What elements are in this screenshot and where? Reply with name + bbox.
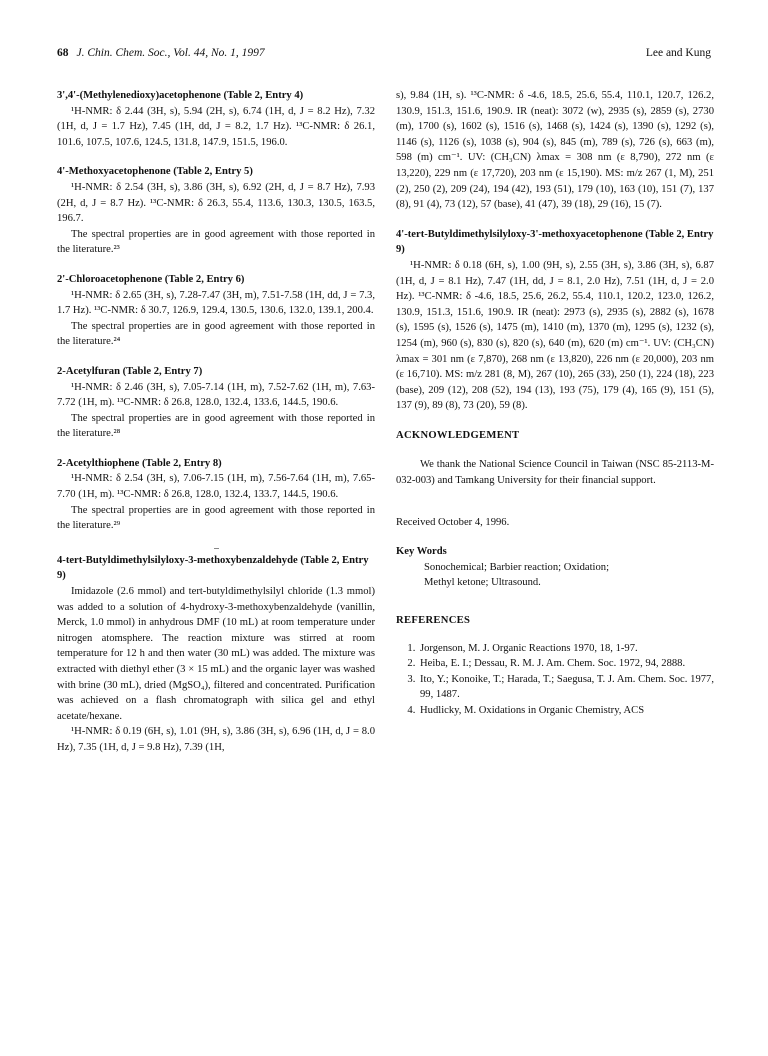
acknowledgement-text: We thank the National Science Council in Taiwan (NSC 85-2113-M-032-003) and Tamkang University for their financial support. (396, 459, 714, 487)
journal-citation: J. Chin. Chem. Soc., Vol. 44, No. 1, 1997 (76, 47, 265, 59)
section-paragraph: The spectral properties are in good agreement with those reported in the literature.²⁹ (57, 504, 375, 532)
keywords-line: Sonochemical; Barbier reaction; Oxidation; (424, 561, 610, 573)
reference-item: 3. Ito, Y.; Konoike, T.; Harada, T.; Saegusa, T. J. Am. Chem. Soc. 1977, 99, 1487. (418, 672, 714, 703)
section-paragraph: ¹H-NMR: δ 2.44 (3H, s), 5.94 (2H, s), 6.74 (1H, d, J = 8.2 Hz), 7.32 (1H, d, J = 1.7 Hz), 7.45 (1H, dd, J = 8.2, 1.7 Hz). ¹³C-NMR: δ 26.1, 101.6, 107.5, 107.6, 124.5, 131.8, 147.9, 151.5, 196.0. (57, 105, 375, 148)
acknowledgement-heading: ACKNOWLEDGEMENT (396, 429, 520, 441)
section-paragraph: The spectral properties are in good agreement with those reported in the literature.²⁸ (57, 412, 375, 440)
section-paragraph: The spectral properties are in good agreement with those reported in the literature.²³ (57, 228, 375, 256)
right-column (396, 88, 714, 719)
reference-item: 4. Hudlicky, M. Oxidations in Organic Chemistry, ACS (418, 703, 714, 719)
section-paragraph: The spectral properties are in good agreement with those reported in the literature.²⁴ (57, 320, 375, 348)
keywords-section (396, 544, 714, 591)
entry-8-section (57, 456, 375, 534)
entry-9-section (57, 553, 375, 756)
continuation-paragraph: s), 9.84 (1H, s). ¹³C-NMR: δ -4.6, 18.5, 25.6, 55.4, 110.1, 120.7, 126.2, 130.9, 151.3, 151.6, 190.9. IR (neat): 3072 (w), 2935 (s), 2859 (s), 2730 (m), 1700 (s), 1602 (s), 1516 (s), 1468 (s), 1424 (s), 1390 (s), 1292 (s), 1146 (s), 1126 (s), 1038 (s), 904 (s), 845 (m), 789 (s), 726 (s), 663 (m), 598 (m) cm⁻¹. UV: (CH₃CN) λmax = 308 nm (ε 8,790), 272 nm (ε 13,220), 229 nm (ε 17,720), 203 nm (ε 15,190). MS: m/z 267 (1, M), 251 (2), 250 (2), 209 (24), 194 (42), 193 (51), 179 (10), 163 (10), 151 (7), 137 (8), 91 (4), 73 (12), 57 (base), 41 (47), 39 (18), 29 (16), 15 (7). (396, 90, 714, 211)
section-title: 4'-tert-Butyldimethylsilyloxy-3'-methoxyacetophenone (Table 2, Entry 9) (396, 228, 714, 256)
keywords-line: Methyl ketone; Ultrasound. (424, 577, 541, 589)
header-left (57, 47, 265, 59)
entry-7-section (57, 364, 375, 442)
page-number: 68 (57, 47, 69, 59)
section-paragraph: ¹H-NMR: δ 2.54 (3H, s), 3.86 (3H, s), 6.92 (2H, d, J = 8.7 Hz), 7.93 (2H, d, J = 8.7 Hz). ¹³C-NMR: δ 26.3, 55.4, 113.6, 130.3, 130.5, 163.5, 196.7. (57, 181, 375, 225)
references-section (396, 613, 714, 719)
section-title: 4'-Methoxyacetophenone (Table 2, Entry 5) (57, 166, 253, 178)
reference-item: 1. Jorgenson, M. J. Organic Reactions 1970, 18, 1-97. (418, 641, 714, 657)
section-paragraph: ¹H-NMR: δ 0.19 (6H, s), 1.01 (9H, s), 3.86 (3H, s), 6.96 (1H, d, J = 8.0 Hz), 7.35 (1H, d, J = 9.8 Hz), 7.39 (1H, (57, 726, 375, 753)
section-paragraph: ¹H-NMR: δ 0.18 (6H, s), 1.00 (9H, s), 2.55 (3H, s), 3.86 (3H, s), 6.87 (1H, d, J = 8.1 Hz), 7.47 (1H, dd, J = 8.1, 2.0 Hz), 7.51 (1H, d, J = 2.0 Hz). ¹³C-NMR: δ -4.6, 18.5, 25.6, 26.2, 55.4, 110.1, 120.2, 123.0, 126.2, 130.9, 151.3, 151.6, 190.9. IR (neat): 2973 (s), 2935 (s), 2882 (s), 1678 (s), 1595 (s), 1526 (s), 1475 (m), 1410 (m), 1370 (m), 1295 (s), 1232 (s), 1254 (m), 960 (s), 830 (s), 820 (s), 640 (m), 620 (m) cm⁻¹. UV: (CH₃CN) λmax = 301 nm (ε 7,870), 268 nm (ε 13,820), 226 nm (ε 20,000), 203 nm (ε 16,710). MS: m/z 281 (8, M), 267 (10), 265 (33), 250 (1), 224 (18), 223 (base), 209 (12), 208 (52), 194 (13), 193 (75), 179 (4), 165 (9), 151 (5), 137 (9), 89 (8), 73 (20), 59 (8). (396, 259, 714, 412)
section-title: 4-tert-Butyldimethylsilyloxy-3-methoxybenzaldehyde (Table 2, Entry 9) (57, 554, 369, 582)
entry-5-section (57, 164, 375, 258)
separator-dot (214, 548, 219, 549)
section-paragraph: ¹H-NMR: δ 2.54 (3H, s), 7.06-7.15 (1H, m), 7.56-7.64 (1H, m), 7.65-7.70 (1H, m). ¹³C-NMR: δ 26.8, 128.0, 132.4, 133.7, 144.5, 190.6. (57, 473, 375, 501)
entry-6-section (57, 272, 375, 350)
section-title: 3',4'-(Methylenedioxy)acetophenone (Table 2, Entry 4) (57, 90, 304, 101)
section-title: 2-Acetylthiophene (Table 2, Entry 8) (57, 457, 222, 469)
entry-9-ketone-section (396, 227, 714, 414)
keywords-heading: Key Words (396, 546, 447, 558)
continuation-section (396, 88, 714, 213)
section-paragraph: Imidazole (2.6 mmol) and tert-butyldimethylsilyl chloride (1.3 mmol) was added to a solution of 4-hydroxy-3-methoxybenzaldehyde (vanillin, Merck, 1.0 mmol) in anhydrous DMF (10 mL) at room temperature under nitrogen atomsphere. The reaction mixture was stirred at room temperature for 12 h and then water (30 mL) was added. The mixture was extracted with diethyl ether (3 × 15 mL) and the organic layer was washed with brine (30 mL), dried (MgSO₄), filtered and concentrated. Purification was achieved on a flash chromatograph with silica gel and ethyl acetate/hexane. (57, 586, 375, 722)
left-column (57, 88, 375, 770)
references-list (396, 641, 714, 719)
entry-4-section (57, 88, 375, 150)
reference-item: 2. Heiba, E. I.; Dessau, R. M. J. Am. Chem. Soc. 1972, 94, 2888. (418, 656, 714, 672)
running-authors: Lee and Kung (645, 47, 711, 59)
section-paragraph: ¹H-NMR: δ 2.46 (3H, s), 7.05-7.14 (1H, m), 7.52-7.62 (1H, m), 7.63-7.72 (1H, m). ¹³C-NMR: δ 26.8, 128.0, 132.4, 133.6, 144.5, 190.6. (57, 381, 375, 409)
section-title: 2-Acetylfuran (Table 2, Entry 7) (57, 365, 203, 377)
references-heading: REFERENCES (396, 615, 471, 627)
section-title: 2'-Chloroacetophenone (Table 2, Entry 6) (57, 273, 245, 285)
received-date: Received October 4, 1996. (396, 516, 510, 528)
section-paragraph: ¹H-NMR: δ 2.65 (3H, s), 7.28-7.47 (3H, m), 7.51-7.58 (1H, dd, J = 7.3, 1.7 Hz). ¹³C-NMR: δ 30.7, 126.9, 129.4, 130.5, 130.6, 132.0, 139.1, 200.4. (57, 289, 375, 317)
page-header (57, 47, 711, 63)
acknowledgement-section (396, 457, 714, 488)
